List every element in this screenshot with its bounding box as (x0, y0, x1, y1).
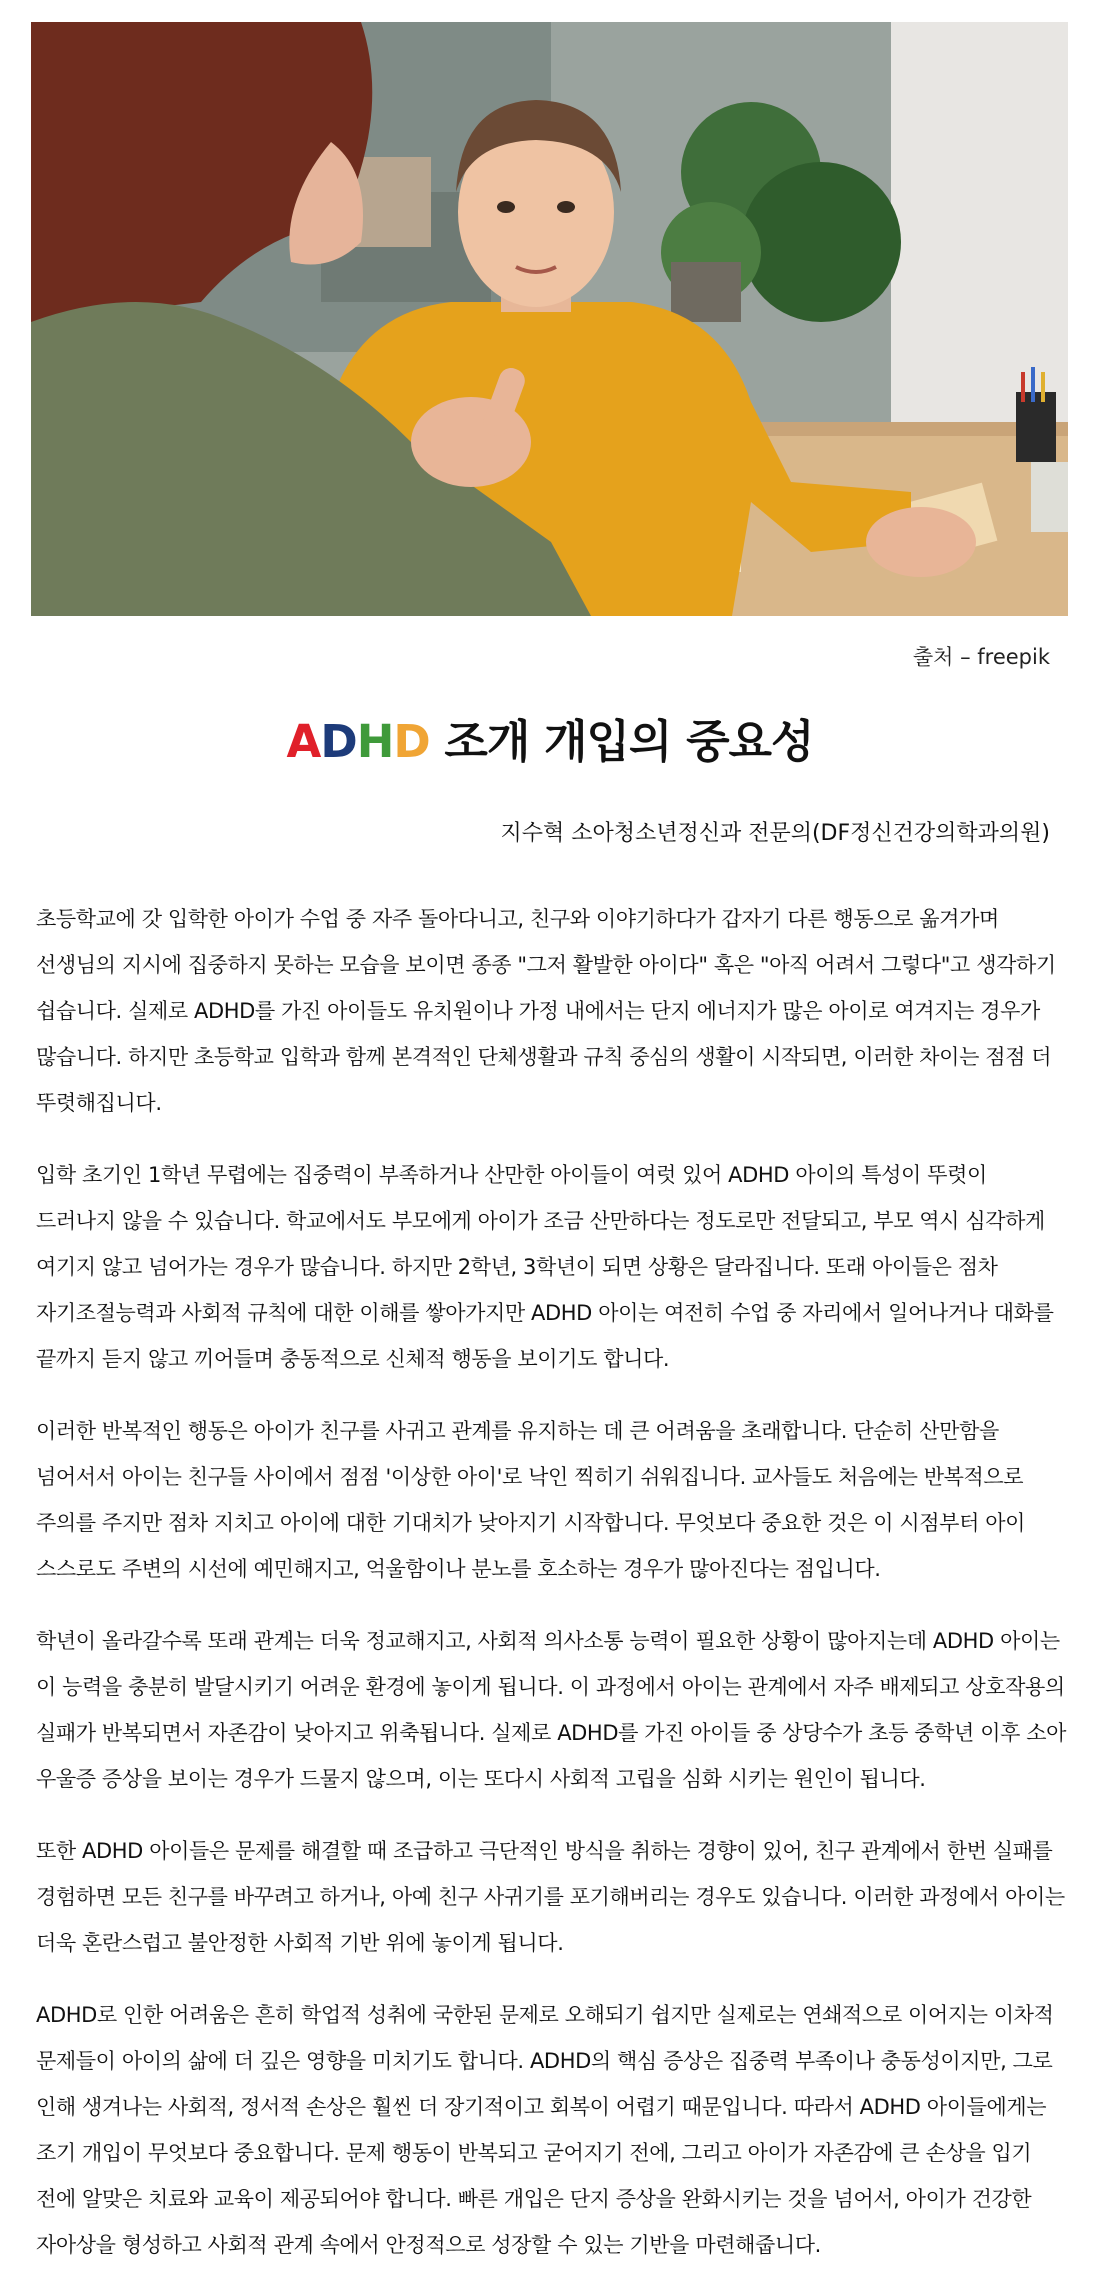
hero-photo (31, 22, 1068, 616)
paragraph: 또한 ADHD 아이들은 문제를 해결할 때 조급하고 극단적인 방식을 취하는 경향이 있어, 친구 관계에서 한번 실패를 경험하면 모든 친구를 바꾸려고 하거나, 아예 친구 사귀기를 포기해버리는 경우도 있습니다. 이러한 과정에서 아이는 더욱 혼란스럽고 불안정한 사회적 기반 위에 놓이게 됩니다. (36, 1839, 1065, 1955)
article-author: 지수혁 소아청소년정신과 전문의(DF정신건강의학과의원) (500, 821, 1050, 846)
paragraph: 학년이 올라갈수록 또래 관계는 더욱 정교해지고, 사회적 의사소통 능력이 필요한 상황이 많아지는데 ADHD 아이는 이 능력을 충분히 발달시키기 어려운 환경에 놓이게 됩니다. 이 과정에서 아이는 관계에서 자주 배제되고 상호작용의 실패가 반복되면서 자존감이 낮아지고 위축됩니다. 실제로 ADHD를 가진 아이들 중 상당수가 초등 중학년 이후 소아 우울증 증상을 보이는 경우가 드물지 않으며, 이는 또다시 사회적 고립을 심화 시키는 원인이 됩니다. (36, 1629, 1067, 1791)
hero-photo-illustration (31, 22, 1068, 616)
paragraph: 이러한 반복적인 행동은 아이가 친구를 사귀고 관계를 유지하는 데 큰 어려움을 초래합니다. 단순히 산만함을 넘어서서 아이는 친구들 사이에서 점점 '이상한 아이'로 낙인 찍히기 쉬워집니다. 교사들도 처음에는 반복적으로 주의를 주지만 점차 지치고 아이에 대한 기대치가 낮아지기 시작합니다. 무엇보다 중요한 것은 이 시점부터 아이 스스로도 주변의 시선에 예민해지고, 억울함이나 분노를 호소하는 경우가 많아진다는 점입니다. (36, 1419, 1025, 1581)
article-title (0, 712, 1100, 772)
title-letter-a: A (286, 715, 321, 768)
paragraph: 입학 초기인 1학년 무렵에는 집중력이 부족하거나 산만한 아이들이 여럿 있어 ADHD 아이의 특성이 뚜렷이 드러나지 않을 수 있습니다. 학교에서도 부모에게 아이가 조금 산만하다는 정도로만 전달되고, 부모 역시 심각하게 여기지 않고 넘어가는 경우가 많습니다. 하지만 2학년, 3학년이 되면 상황은 달라집니다. 또래 아이들은 점차 자기조절능력과 사회적 규칙에 대한 이해를 쌓아가지만 ADHD 아이는 여전히 수업 중 자리에서 일어나거나 대화를 끝까지 듣지 않고 끼어들며 충동적으로 신체적 행동을 보이기도 합니다. (36, 1163, 1054, 1371)
title-letter-d1: D (320, 715, 357, 768)
title-letter-d2: D (393, 715, 430, 768)
article-body (36, 896, 1068, 2294)
image-caption: 출처 – freepik (912, 645, 1050, 669)
paragraph: ADHD로 인한 어려움은 흔히 학업적 성취에 국한된 문제로 오해되기 쉽지만 실제로는 연쇄적으로 이어지는 이차적 문제들이 아이의 삶에 더 깊은 영향을 미치기도 합니다. ADHD의 핵심 증상은 집중력 부족이나 충동성이지만, 그로 인해 생겨나는 사회적, 정서적 손상은 훨씬 더 장기적이고 회복이 어렵기 때문입니다. 따라서 ADHD 아이들에게는 조기 개입이 무엇보다 중요합니다. 문제 행동이 반복되고 굳어지기 전에, 그리고 아이가 자존감에 큰 손상을 입기 전에 알맞은 치료와 교육이 제공되어야 합니다. 빠른 개입은 단지 증상을 완화시키는 것을 넘어서, 아이가 건강한 자아상을 형성하고 사회적 관계 속에서 안정적으로 성장할 수 있는 기반을 마련해줍니다. (36, 2003, 1054, 2257)
paragraph: 초등학교에 갓 입학한 아이가 수업 중 자주 돌아다니고, 친구와 이야기하다가 갑자기 다른 행동으로 옮겨가며 선생님의 지시에 집중하지 못하는 모습을 보이면 종종 "그저 활발한 아이다" 혹은 "아직 어려서 그렇다"고 생각하기 쉽습니다. 실제로 ADHD를 가진 아이들도 유치원이나 가정 내에서는 단지 에너지가 많은 아이로 여겨지는 경우가 많습니다. 하지만 초등학교 입학과 함께 본격적인 단체생활과 규칙 중심의 생활이 시작되면, 이러한 차이는 점점 더 뚜렷해집니다. (36, 907, 1056, 1115)
title-rest: 조개 개입의 중요성 (429, 715, 814, 768)
title-letter-h: H (356, 715, 394, 768)
